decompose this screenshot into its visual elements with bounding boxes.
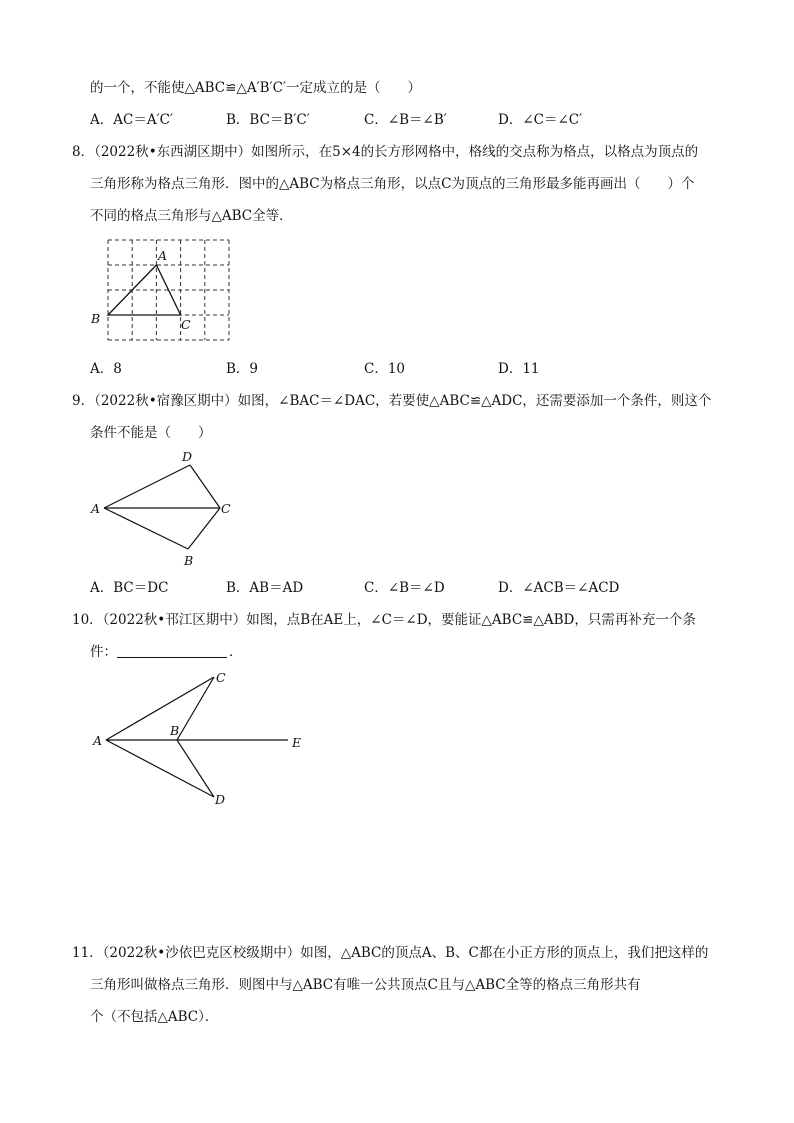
q9-option-a[interactable]: A．BC＝DC	[90, 580, 169, 596]
q9-figure	[88, 448, 248, 572]
q7-option-c[interactable]: C．∠B＝∠B′	[364, 112, 447, 128]
q7-text-cont: 的一个，不能使△ABC≌△A′B′C′一定成立的是（ ）	[90, 80, 422, 96]
q9-label-d: D	[182, 449, 193, 464]
q10-text-line2	[90, 643, 243, 661]
q8-label-c: C	[181, 317, 191, 332]
q9-label-b: B	[184, 553, 194, 568]
q10-label-d: D	[215, 792, 226, 807]
q10-text-line1: 10．（2022秋•邗江区期中）如图，点B在AE上，∠C＝∠D，要能证△ABC≌△ABD，只需再补充一个条	[72, 612, 696, 628]
q10-label-a: A	[93, 733, 103, 748]
q9-text-line1: 9．（2022秋•宿豫区期中）如图，∠BAC＝∠DAC，若要使△ABC≌△ADC，还需要添加一个条件，则这个	[72, 393, 712, 409]
q8-grid-figure	[88, 234, 238, 346]
q11-text-line3: 个（不包括△ABC）．	[90, 1009, 219, 1025]
q9-label-a: A	[91, 501, 101, 516]
q10-lines	[106, 677, 288, 797]
q8-label-a: A	[158, 248, 168, 263]
q8-option-d[interactable]: D．11	[498, 361, 540, 377]
q7-option-d[interactable]: D．∠C＝∠C′	[498, 112, 583, 128]
q8-option-b[interactable]: B．9	[226, 361, 259, 377]
q9-text-line2: 条件不能是（ ）	[90, 425, 212, 441]
q11-text-line2: 三角形叫做格点三角形．则图中与△ABC有唯一公共顶点C且与△ABC全等的格点三角形共有	[90, 977, 641, 993]
q8-label-b: B	[91, 311, 101, 326]
q11-text-line1: 11．（2022秋•沙依巴克区校级期中）如图，△ABC的顶点A、B、C都在小正方形的顶点上，我们把这样的	[72, 945, 709, 961]
q8-text-line1: 8．（2022秋•东西湖区期中）如图所示，在5×4的长方形网格中，格线的交点称为格点，以格点为顶点的	[72, 144, 699, 160]
q9-label-c: C	[221, 501, 231, 516]
q7-option-a[interactable]: A．AC＝A′C′	[90, 112, 174, 128]
q8-text-line3: 不同的格点三角形与△ABC全等．	[90, 208, 293, 224]
q9-option-d[interactable]: D．∠ACB＝∠ACD	[498, 580, 620, 596]
q10-line2-suffix: ．	[229, 644, 243, 660]
q9-option-c[interactable]: C．∠B＝∠D	[364, 580, 445, 596]
q10-label-e: E	[292, 735, 302, 750]
q9-option-b[interactable]: B．AB＝AD	[226, 580, 304, 596]
q9-lines	[104, 465, 220, 549]
q7-option-b[interactable]: B．BC＝B′C′	[226, 112, 310, 128]
q10-line2-prefix: 件：	[90, 644, 117, 660]
q10-label-c: C	[216, 670, 226, 685]
q10-label-b: B	[170, 723, 180, 738]
q10-answer-blank[interactable]	[117, 645, 227, 658]
q8-text-line2: 三角形称为格点三角形．图中的△ABC为格点三角形，以点C为顶点的三角形最多能再画出（ ）个	[90, 176, 695, 192]
q10-figure	[88, 666, 318, 810]
q8-option-a[interactable]: A．8	[90, 361, 122, 377]
q8-option-c[interactable]: C．10	[364, 361, 406, 377]
